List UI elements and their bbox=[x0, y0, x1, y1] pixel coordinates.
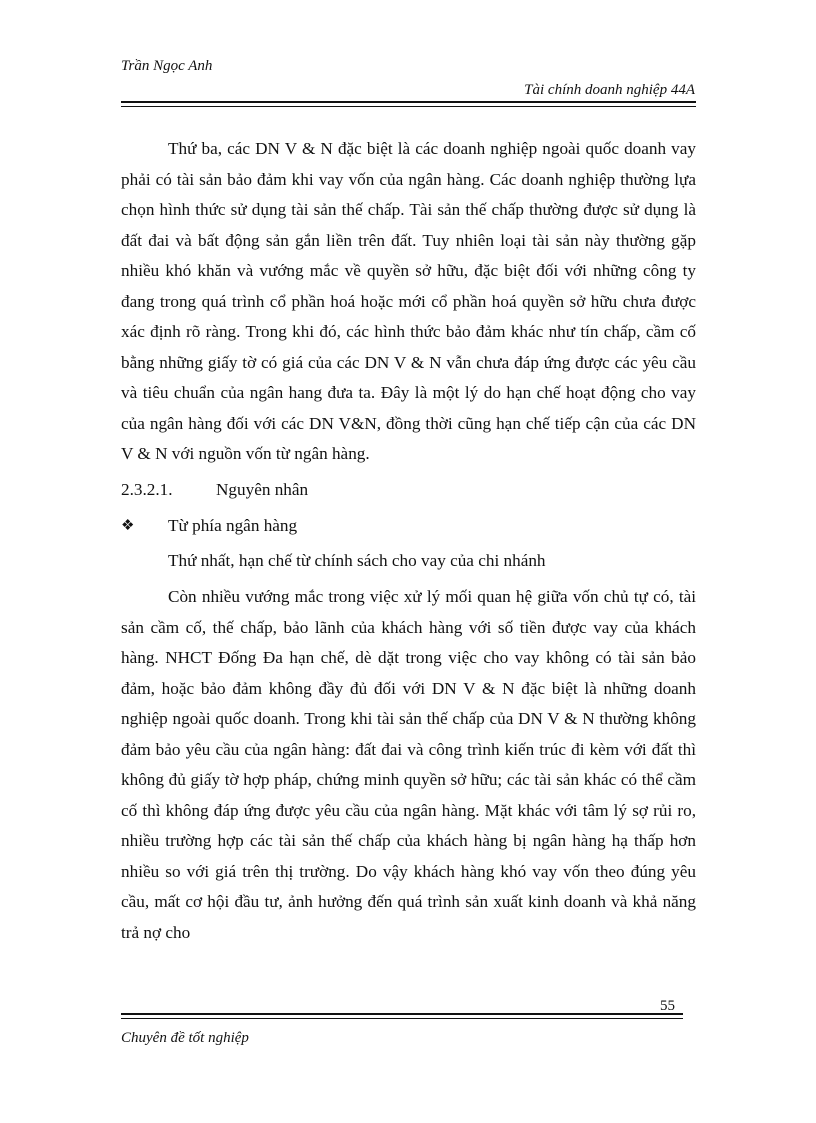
page-body bbox=[121, 134, 696, 948]
body-paragraph-2: Còn nhiều vướng mắc trong việc xử lý mối quan hệ giữa vốn chủ tự có, tài sản cầm cố, thế chấp, bảo lãnh của khách hàng với số tiền được vay của khách hàng. NHCT Đống Đa hạn chế, dè dặt trong việc cho vay không có tài sản bảo đảm, hoặc bảo đảm không đầy đủ đối với DN V & N đặc biệt là những doanh nghiệp ngoài quốc doanh. Trong khi tài sản thế chấp của DN V & N thường không đảm bảo yêu cầu của ngân hàng: đất đai và công trình kiến trúc đi kèm với đất thì không đủ giấy tờ hợp pháp, chứng minh quyền sở hữu; các tài sản khác có thể cầm cố thì không đáp ứng được yêu cầu của ngân hàng. Mặt khác với tâm lý sợ rủi ro, nhiều trường hợp các tài sản thế chấp của khách hàng bị ngân hàng hạ thấp hơn nhiều so với giá trên thị trường. Do vậy khách hàng khó vay vốn theo đúng yêu cầu, mất cơ hội đầu tư, ảnh hưởng đến quá trình sản xuất kinh doanh và khả năng trả nợ cho bbox=[121, 587, 696, 942]
subheading: Thứ nhất, hạn chế từ chính sách cho vay của chi nhánh bbox=[168, 550, 546, 570]
body-paragraph-1: Thứ ba, các DN V & N đặc biệt là các doanh nghiệp ngoài quốc doanh vay phải có tài sản bảo đảm khi vay vốn của ngân hàng. Các doanh nghiệp thường lựa chọn hình thức sử dụng tài sản thế chấp. Tài sản thế chấp thường được sử dụng là đất đai và bất động sản gắn liền trên đất. Tuy nhiên loại tài sản này thường gặp nhiều khó khăn và vướng mắc về quyền sở hữu, đặc biệt đối với những công ty đang trong quá trình cổ phần hoá hoặc mới cổ phần hoá quyền sở hữu chưa được xác định rõ ràng. Trong khi đó, các hình thức bảo đảm khác như tín chấp, cầm cố bằng những giấy tờ có giá của các DN V & N vẫn chưa đáp ứng được các yêu cầu và tiêu chuẩn của ngân hang đưa ta. Đây là một lý do hạn chế hoạt động cho vay của ngân hàng đối với các DN V&N, đồng thời cũng hạn chế tiếp cận của các DN V & N với nguồn vốn từ ngân hàng. bbox=[121, 139, 696, 463]
footer-divider bbox=[121, 1013, 683, 1019]
page-number: 55 bbox=[660, 998, 675, 1014]
header-department: Tài chính doanh nghiệp 44A bbox=[524, 82, 695, 98]
header-author: Trần Ngọc Anh bbox=[121, 58, 213, 74]
bullet-item bbox=[121, 511, 696, 542]
section-number: 2.3.2.1. bbox=[121, 479, 173, 499]
footer-document-type: Chuyên đề tốt nghiệp bbox=[121, 1030, 249, 1046]
section-title: Nguyên nhân bbox=[216, 479, 309, 499]
bullet-text: Từ phía ngân hàng bbox=[168, 516, 298, 535]
section-heading bbox=[121, 475, 696, 506]
diamond-bullet-icon: ❖ bbox=[121, 518, 135, 534]
header-divider bbox=[121, 101, 696, 107]
